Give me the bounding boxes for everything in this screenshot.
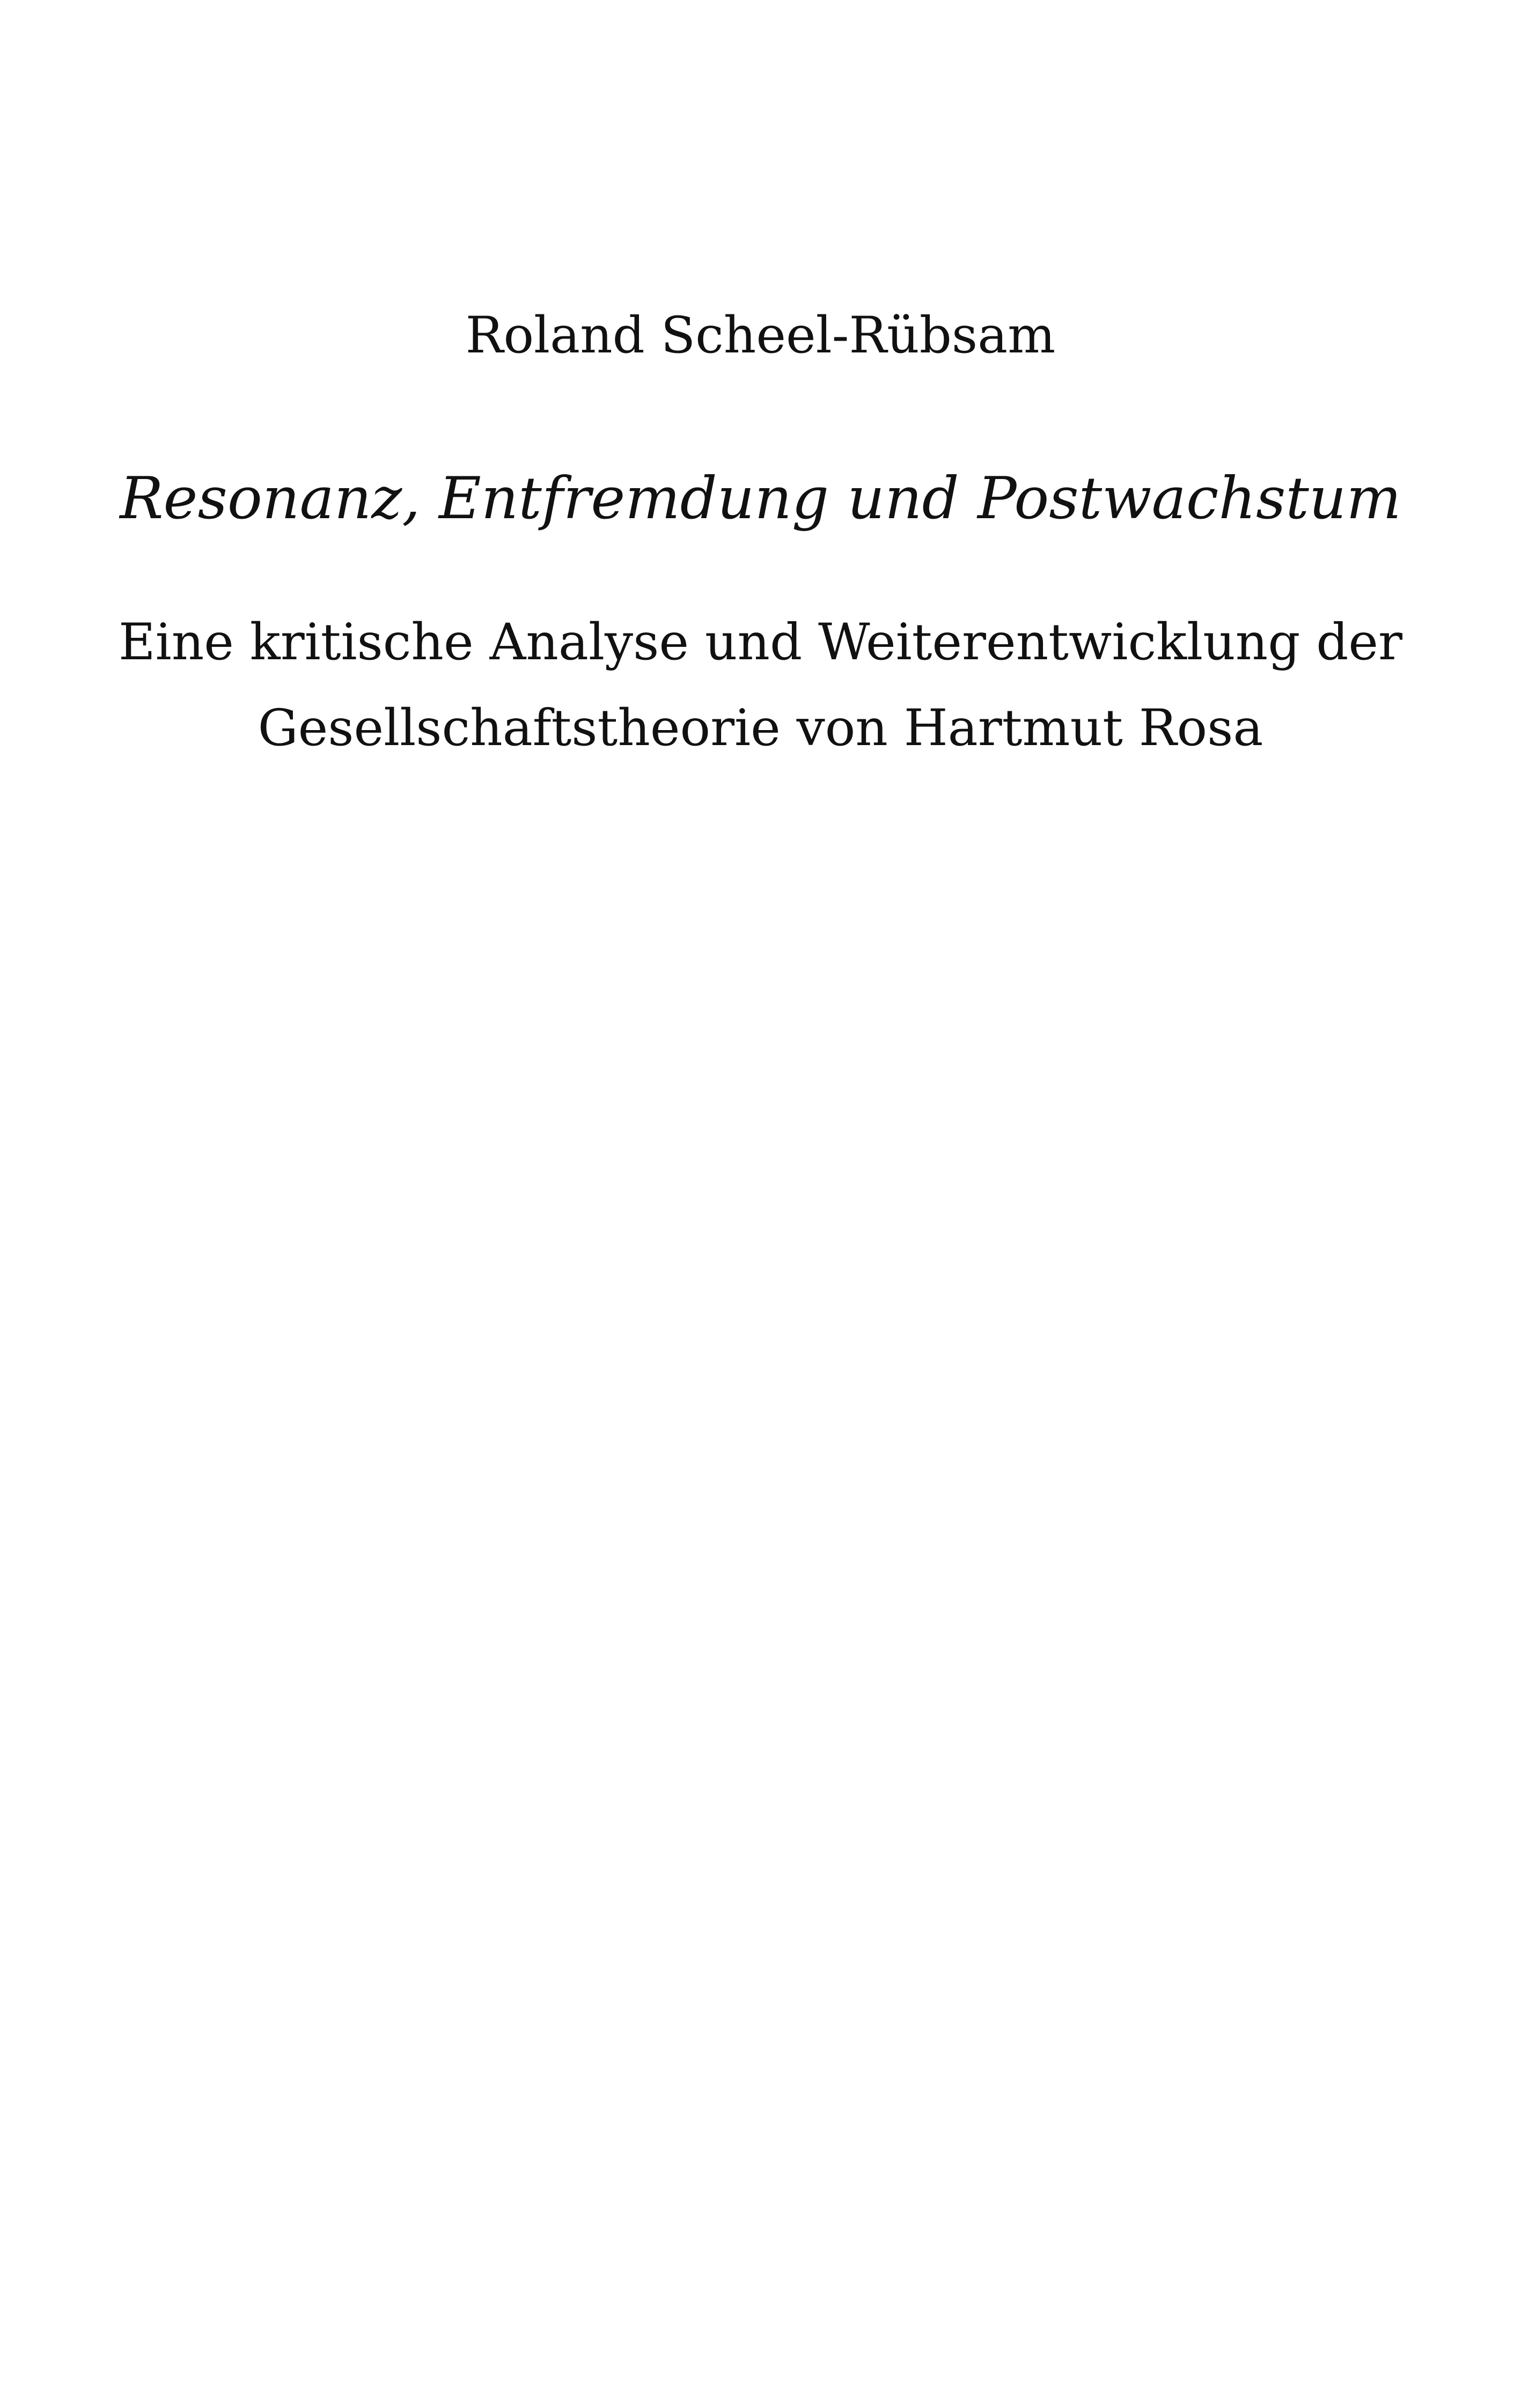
author-name: Roland Scheel-Rübsam: [465, 306, 1056, 365]
subtitle-line-2: Gesellschaftstheorie von Hartmut Rosa: [258, 699, 1263, 757]
book-subtitle: [0, 600, 1521, 771]
book-title: Resonanz, Entfremdung und Postwachstum: [120, 465, 1401, 532]
subtitle-line-1: Eine kritische Analyse und Weiterentwicklung der: [119, 613, 1402, 672]
